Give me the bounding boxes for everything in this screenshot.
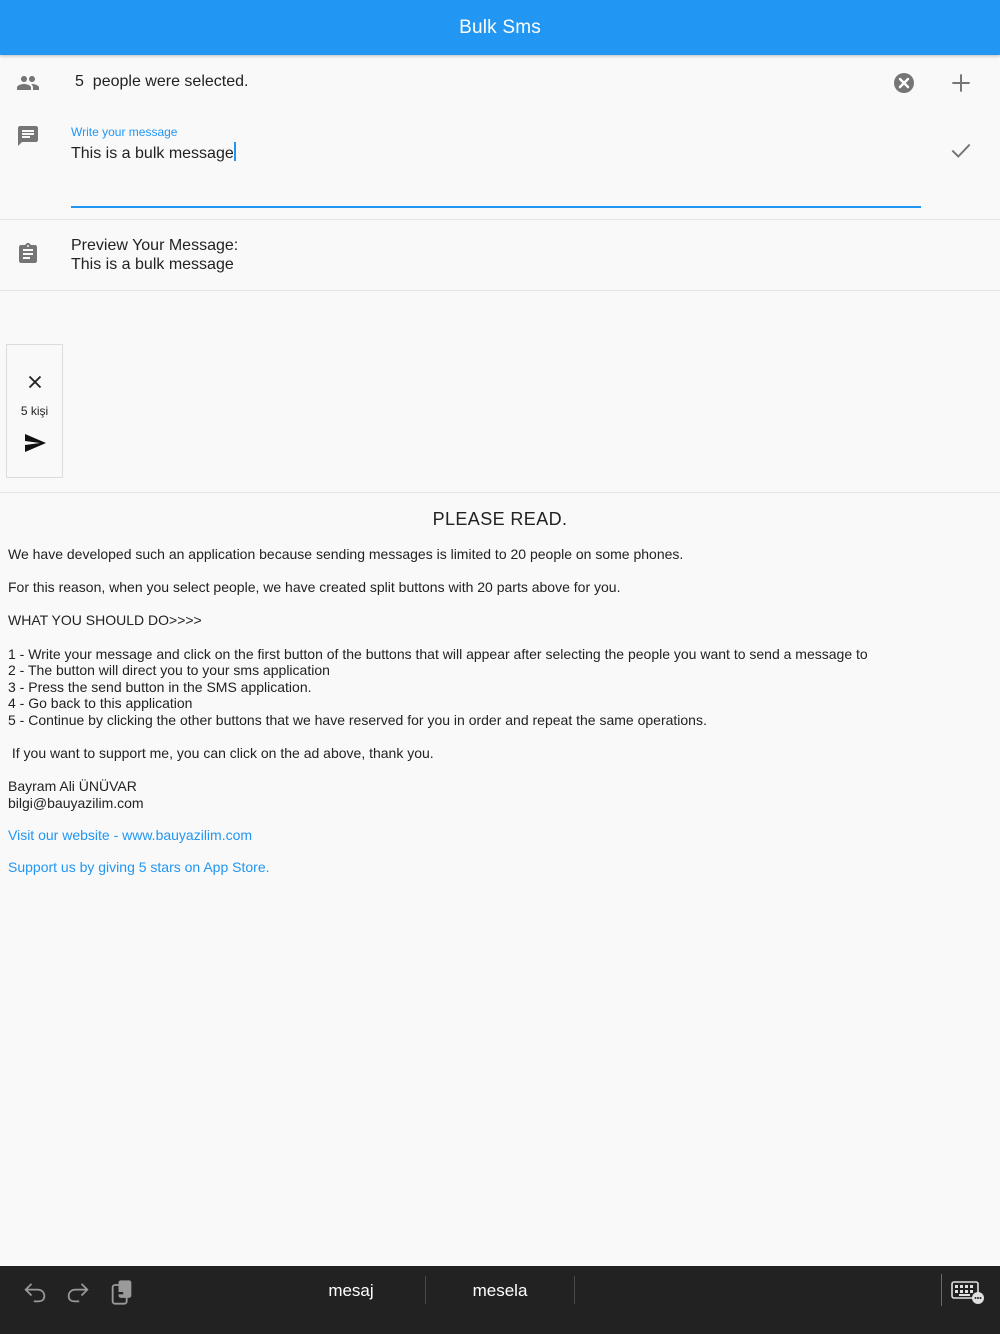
website-link[interactable]: Visit our website - www.bauyazilim.com <box>8 827 253 843</box>
divider <box>941 1274 942 1306</box>
preview-title: Preview Your Message: <box>71 237 239 254</box>
confirm-message-button[interactable] <box>948 137 974 163</box>
message-field-label: Write your message <box>71 125 178 139</box>
selected-count: 5 <box>75 73 84 90</box>
clipboard-icon <box>16 242 40 266</box>
keyboard-dismiss-icon[interactable] <box>951 1276 985 1306</box>
suggestion-divider <box>574 1276 575 1304</box>
split-send-card <box>6 344 63 478</box>
paste-icon[interactable] <box>108 1278 136 1306</box>
split-count-label: 5 kişi <box>20 404 49 418</box>
preview-body: This is a bulk message <box>71 256 234 273</box>
info-line: If you want to support me, you can click on the ad above, thank you. <box>8 745 434 761</box>
info-step: 5 - Continue by clicking the other buttons that we have reserved for you in order and repeat the same operations. <box>8 712 707 728</box>
message-row <box>0 110 1000 220</box>
message-input-value: This is a bulk message <box>71 145 234 162</box>
keyboard-shortcut-bar <box>0 1266 1000 1334</box>
add-people-button[interactable] <box>948 70 974 96</box>
suggestion-mesaj[interactable]: mesaj <box>328 1281 374 1300</box>
author-name: Bayram Ali ÜNÜVAR <box>8 778 137 794</box>
send-icon[interactable] <box>23 431 47 455</box>
redo-icon[interactable] <box>64 1278 92 1306</box>
text-caret <box>234 142 236 161</box>
preview-row <box>0 221 1000 291</box>
selected-label: people were selected. <box>92 73 249 90</box>
info-title: PLEASE READ. <box>432 509 568 529</box>
selection-row <box>0 58 1000 108</box>
close-icon[interactable] <box>24 371 46 393</box>
message-icon <box>16 124 40 148</box>
info-step: 2 - The button will direct you to your sms application <box>8 662 330 678</box>
undo-icon[interactable] <box>21 1278 49 1306</box>
message-input[interactable] <box>71 140 921 208</box>
info-step: 4 - Go back to this application <box>8 695 193 711</box>
suggestion-mesela[interactable]: mesela <box>472 1281 528 1300</box>
info-line: WHAT YOU SHOULD DO>>>> <box>8 612 202 628</box>
divider <box>0 492 1000 493</box>
author-email: bilgi@bauyazilim.com <box>8 795 144 811</box>
app-bar <box>0 0 1000 55</box>
people-icon <box>16 71 40 95</box>
clear-selection-button[interactable] <box>892 71 916 95</box>
info-step: 1 - Write your message and click on the first button of the buttons that will appear after selecting the people you want to send a message to <box>8 646 868 662</box>
selection-summary <box>75 73 248 91</box>
info-line: We have developed such an application because sending messages is limited to 20 people on some phones. <box>8 546 684 562</box>
info-step: 3 - Press the send button in the SMS application. <box>8 679 312 695</box>
app-title: Bulk Sms <box>459 16 541 38</box>
rate-app-link[interactable]: Support us by giving 5 stars on App Store. <box>8 859 270 875</box>
info-line: For this reason, when you select people, we have created split buttons with 20 parts above for you. <box>8 579 621 595</box>
